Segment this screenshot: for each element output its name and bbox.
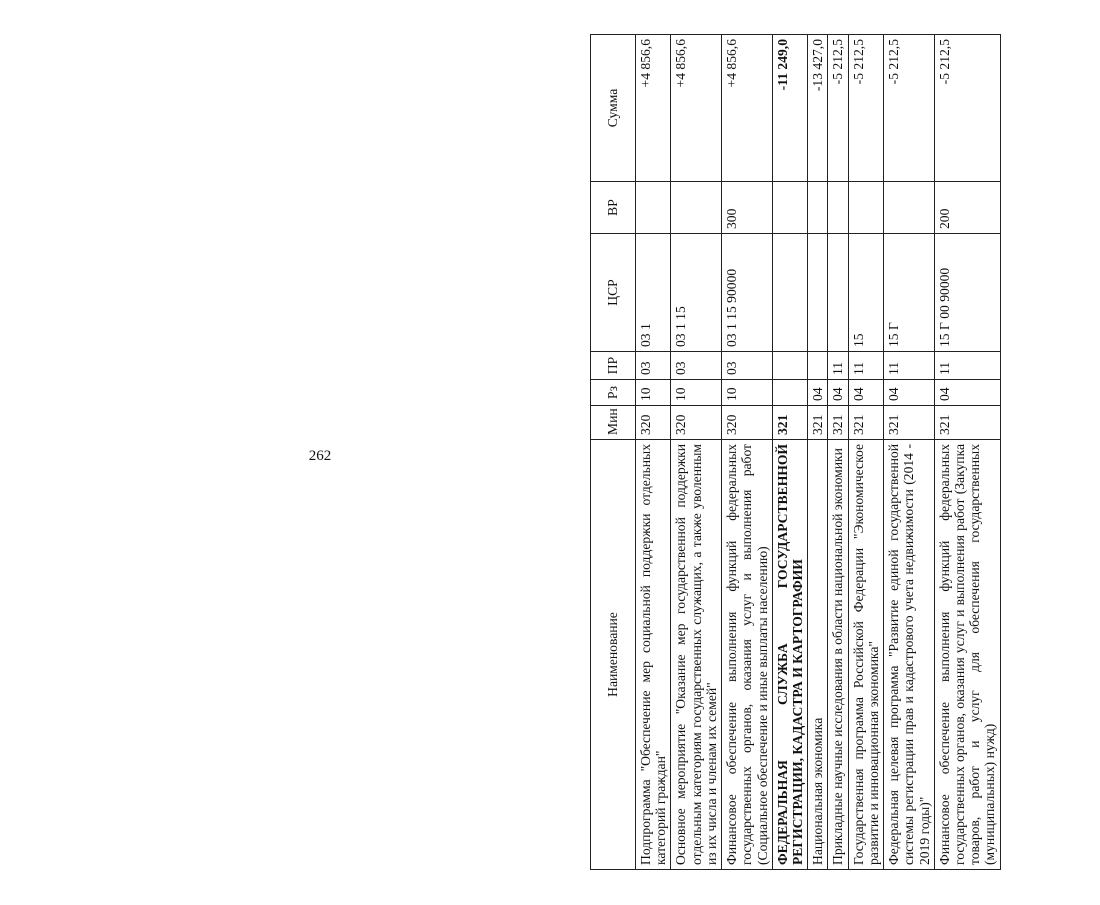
- cell-pr: 11: [934, 352, 1000, 380]
- cell-pr: 03: [636, 352, 671, 380]
- page-number: 262: [308, 448, 332, 464]
- cell-min: 321: [884, 406, 935, 440]
- cell-name: Национальная экономика: [808, 440, 828, 870]
- rotated-table-container: [590, 35, 1100, 870]
- cell-name: Основное мероприятие "Оказание мер государственной поддержки отдельным категориям государственных служащих, а также уволенным из их числа и членам их семей": [671, 440, 722, 870]
- header-row: [591, 35, 636, 870]
- cell-sum: +4 856,6: [722, 35, 773, 182]
- cell-name: Государственная программа Российской Федерации "Экономическое развитие и инновационная экономика": [848, 440, 883, 870]
- cell-name: Финансовое обеспечение выполнения функций федеральных государственных органов, оказания услуг и выполнения работ (Социальное обеспечение и иные выплаты населению): [722, 440, 773, 870]
- table-row: [828, 35, 848, 870]
- cell-min: 320: [722, 406, 773, 440]
- cell-csr: 03 1 15: [671, 234, 722, 352]
- cell-vr: [636, 182, 671, 234]
- budget-table: [590, 34, 1001, 870]
- cell-rz: 04: [934, 380, 1000, 406]
- cell-min: 320: [671, 406, 722, 440]
- table-row: [722, 35, 773, 870]
- cell-vr: [828, 182, 848, 234]
- cell-name: Финансовое обеспечение выполнения функций федеральных государственных органов, оказания услуг и выполнения работ (Закупка товаров, работ и услуг для обеспечения государственных (муниципальных) нужд): [934, 440, 1000, 870]
- cell-csr: [772, 234, 807, 352]
- cell-min: 321: [934, 406, 1000, 440]
- table-row: [808, 35, 828, 870]
- header-min: Мин: [591, 406, 636, 440]
- cell-min: 321: [808, 406, 828, 440]
- cell-pr: 11: [884, 352, 935, 380]
- cell-name: Прикладные научные исследования в области национальной экономики: [828, 440, 848, 870]
- cell-rz: 10: [636, 380, 671, 406]
- cell-pr: 11: [848, 352, 883, 380]
- cell-min: 321: [828, 406, 848, 440]
- table-row: [636, 35, 671, 870]
- header-csr: ЦСР: [591, 234, 636, 352]
- cell-vr: [848, 182, 883, 234]
- cell-csr: 15 Г: [884, 234, 935, 352]
- cell-pr: [808, 352, 828, 380]
- header-name: Наименование: [591, 440, 636, 870]
- cell-min: 321: [772, 406, 807, 440]
- cell-min: 321: [848, 406, 883, 440]
- table-row: [671, 35, 722, 870]
- cell-rz: 10: [722, 380, 773, 406]
- header-pr: ПР: [591, 352, 636, 380]
- header-sum: Сумма: [591, 35, 636, 182]
- cell-csr: 03 1 15 90000: [722, 234, 773, 352]
- cell-vr: [772, 182, 807, 234]
- cell-csr: [808, 234, 828, 352]
- cell-name: Подпрограмма "Обеспечение мер социальной поддержки отдельных категорий граждан": [636, 440, 671, 870]
- header-rz: Рз: [591, 380, 636, 406]
- cell-csr: 15 Г 00 90000: [934, 234, 1000, 352]
- cell-vr: [671, 182, 722, 234]
- cell-sum: +4 856,6: [671, 35, 722, 182]
- cell-rz: [772, 380, 807, 406]
- cell-sum: -5 212,5: [848, 35, 883, 182]
- table-row: [772, 35, 807, 870]
- cell-vr: 300: [722, 182, 773, 234]
- cell-vr: [808, 182, 828, 234]
- cell-rz: 04: [808, 380, 828, 406]
- cell-pr: 03: [722, 352, 773, 380]
- cell-vr: 200: [934, 182, 1000, 234]
- cell-min: 320: [636, 406, 671, 440]
- header-vr: ВР: [591, 182, 636, 234]
- cell-name: ФЕДЕРАЛЬНАЯ СЛУЖБА ГОСУДАРСТВЕННОЙ РЕГИСТРАЦИИ, КАДАСТРА И КАРТОГРАФИИ: [772, 440, 807, 870]
- cell-sum: -5 212,5: [934, 35, 1000, 182]
- cell-name: Федеральная целевая программа "Развитие единой государственной системы регистрации прав и кадастрового учета недвижимости (2014 - 2019 годы)": [884, 440, 935, 870]
- cell-sum: +4 856,6: [636, 35, 671, 182]
- cell-sum: -5 212,5: [884, 35, 935, 182]
- cell-vr: [884, 182, 935, 234]
- table-row: [848, 35, 883, 870]
- cell-pr: [772, 352, 807, 380]
- cell-sum: -11 249,0: [772, 35, 807, 182]
- cell-sum: -13 427,0: [808, 35, 828, 182]
- cell-csr: 03 1: [636, 234, 671, 352]
- cell-csr: [828, 234, 848, 352]
- cell-rz: 04: [828, 380, 848, 406]
- cell-rz: 10: [671, 380, 722, 406]
- table-row: [934, 35, 1000, 870]
- cell-rz: 04: [884, 380, 935, 406]
- cell-pr: 03: [671, 352, 722, 380]
- cell-csr: 15: [848, 234, 883, 352]
- cell-sum: -5 212,5: [828, 35, 848, 182]
- cell-pr: 11: [828, 352, 848, 380]
- cell-rz: 04: [848, 380, 883, 406]
- table-body: [636, 35, 1001, 870]
- table-row: [884, 35, 935, 870]
